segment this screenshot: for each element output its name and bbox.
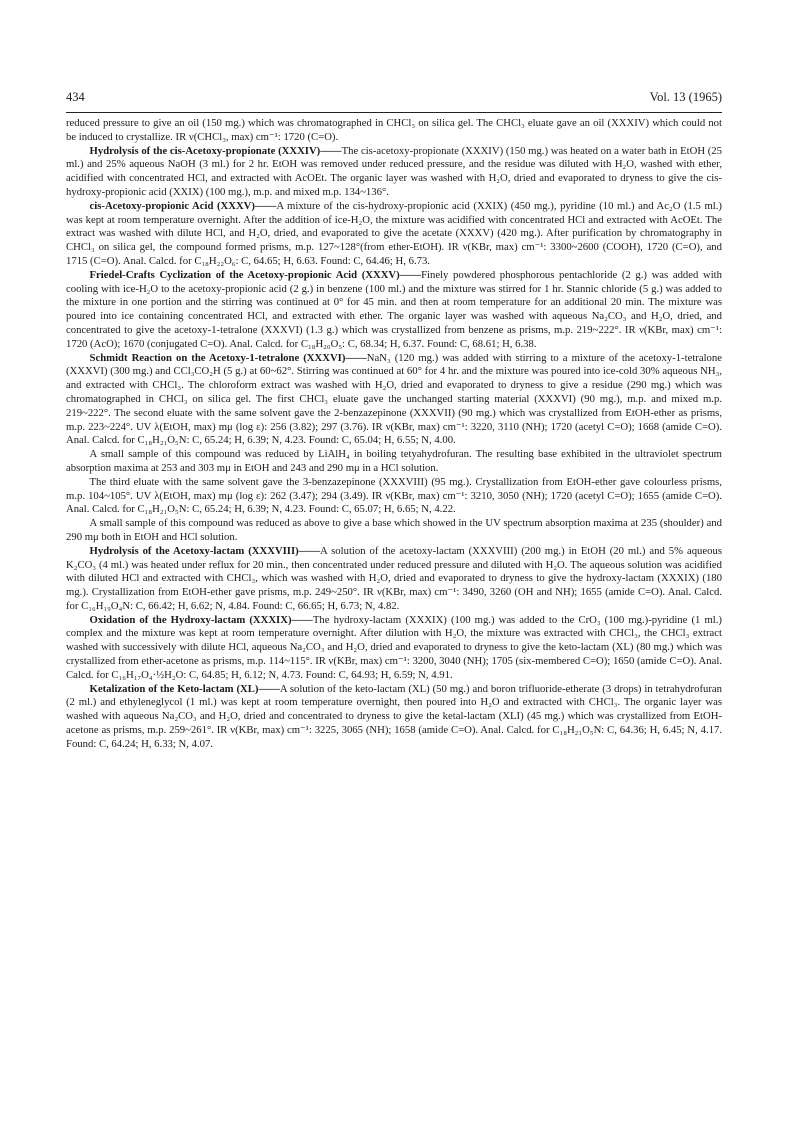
paragraph-text: NaN₃ (120 mg.) was added with stirring to a mixture of the acetoxy-1-tetralone (XXXVI) (300 mg.) and CCl₃CO₂H (5 g.) at 60~62°. Stirring was continued at 60° for 4 hr. and the mixture was poured into ice-cold 30% aqueous NH₃, and extracted with CHCl₃. The chloroform extract was washed with H₂O, dried and evaporated to dryness to give a residue (290 mg.) which was chromatographed in CHCl₃ on silica gel. The first CHCl₃ eluate gave the unchanged starting material (XXXVI) (90 mg.), m.p. and mixed m.p. 219~222°. The second eluate with the same solvent gave the 2-benzazepinone (XXXVII) (90 mg.) which was crystallized from EtOH-ether as prisms, m.p. 223~224°. UV λ(EtOH, max) mμ (log ε): 256 (3.82); 297 (3.76). IR ν(KBr, max) cm⁻¹: 3220, 3110 (NH); 1720 (acetyl C=O); 1668 (amide C=O). Anal. Calcd. for C₁₈H₂₁O₅N: C, 65.24; H, 6.39; N, 4.23. Found: C, 65.04; H, 6.55; N, 4.00. — [66, 351, 722, 447]
paragraph — [66, 117, 722, 145]
paragraph-text: The cis-acetoxy-propionate (XXXIV) (150 mg.) was heated on a water bath in EtOH (25 ml.) and 25% aqueous NaOH (3 ml.) for 2 hr. EtOH was removed under reduced pressure, and the residue was diluted with H₂O, washed with ether, acidified with concentrated HCl, and extracted with AcOEt. The organic layer was washed with H₂O, dried and evaporated to dryness to give the cis-hydroxy-propionic acid (XXIX) (100 mg.), m.p. and mixed m.p. 134~136°. — [66, 144, 722, 198]
paragraph-heading: Ketalization of the Keto-lactam (XL)—— — [89, 682, 280, 695]
paragraph-text: A mixture of the cis-hydroxy-propionic acid (XXIX) (450 mg.), pyridine (10 ml.) and Ac₂O (1.5 ml.) was kept at room temperature overnight. After the addition of ice-H₂O, the mixture was acidified with concentrated HCl and extracted with AcOEt. The extract was washed with dilute HCl, and H₂O, dried, and evaporated to give the acetate (XXXV) (420 mg.). After purification by chromatography in CHCl₃ on silica gel, the compound formed prisms, m.p. 127~128°(from ether-EtOH). IR ν(KBr, max) cm⁻¹: 3300~2600 (COOH), 1720 (C=O), and 1715 (C=O). Anal. Calcd. for C₁₈H₂₂O₆: C, 64.65; H, 6.63. Found: C, 64.46; H, 6.73. — [66, 199, 722, 267]
paragraph-heading: Schmidt Reaction on the Acetoxy-1-tetralone (XXXVI)—— — [89, 351, 367, 364]
paragraph — [66, 269, 722, 352]
page-number: 434 — [66, 90, 85, 104]
header-rule — [66, 112, 722, 113]
paragraph — [66, 683, 722, 752]
article-body — [66, 117, 722, 752]
paragraph-text: Finely powdered phosphorous pentachloride (2 g.) was added with cooling with ice-H₂O to the acetoxy-propionic acid (2 g.) in benzene (100 ml.) and the mixture was stirred for 1 hr. Stannic chloride (5 g.) was added to the mixture in one portion and the stirring was continued at 0° for 45 min. and then at room temperature for an additional 20 min. The mixture was poured into ice containing concentrated HCl, and extracted with ether. The organic layer was washed with aqueous Na₂CO₃ and H₂O, dried, and concentrated to give the acetoxy-1-tetralone (XXXVI) (1.3 g.) which was crystallized from benzene as prisms, m.p. 219~222°. IR ν(KBr, max) cm⁻¹: 1720 (AcO); 1670 (conjugated C=O). Anal. Calcd. for C₁₈H₂₀O₅: C, 68.34; H, 6.37. Found: C, 68.61; H, 6.38. — [66, 268, 722, 350]
paragraph-text: The hydroxy-lactam (XXXIX) (100 mg.) was added to the CrO₃ (100 mg.)-pyridine (1 ml.) complex and the mixture was kept at room temperature overnight. After dilution with H₂O, the mixture was extracted with CHCl₃, the CHCl₃ extract washed with successively with dilute HCl, aqueous Na₂CO₃ and H₂O, dried and evaporated to dryness to give the keto-lactam (XL) (80 mg.) which was crystallized from ether-acetone as prisms, m.p. 114~115°. IR ν(KBr, max) cm⁻¹: 3200, 3040 (NH); 1705 (six-membered C=O); 1650 (amide C=O). Anal. Calcd. for C₁₆H₁₇O₄·½H₂O: C, 64.85; H, 6.12; N, 4.73. Found: C, 64.93; H, 6.59; N, 4.91. — [66, 613, 722, 681]
paragraph — [66, 448, 722, 476]
paragraph — [66, 614, 722, 683]
paragraph — [66, 200, 722, 269]
paragraph-text: The third eluate with the same solvent gave the 3-benzazepinone (XXXVIII) (95 mg.). Crystallization from EtOH-ether gave colourless prisms, m.p. 104~105°. UV λ(EtOH, max) mμ (log ε): 262 (3.47); 294 (3.49). IR ν(KBr, max) cm⁻¹: 3210, 3050 (NH); 1720 (acetyl C=O); 1655 (amide C=O). Anal. Calcd. for C₁₈H₂₁O₅N: C, 65.24; H, 6.39; N, 4.23. Found: C, 65.07; H, 6.65; N, 4.22. — [66, 475, 722, 516]
paragraph — [66, 545, 722, 614]
running-header — [66, 90, 722, 106]
paragraph-heading: Hydrolysis of the Acetoxy-lactam (XXXVIII)—— — [89, 544, 321, 557]
paragraph — [66, 517, 722, 545]
paragraph-text: A small sample of this compound was reduced as above to give a base which showed in the UV spectrum absorption maxima at 235 (shoulder) and 290 mμ both in EtOH and HCl solution. — [66, 517, 722, 543]
paragraph-heading: Hydrolysis of the cis-Acetoxy-propionate (XXXIV)—— — [89, 144, 342, 157]
paragraph — [66, 476, 722, 517]
paragraph-text: A solution of the acetoxy-lactam (XXXVIII) (200 mg.) in EtOH (20 ml.) and 5% aqueous K₂CO₃ (4 ml.) was heated under reflux for 20 min., then concentrated under reduced pressure and diluted with H₂O. The aqueous solution was acidified with diluted HCl and extracted with CHCl₃, which was washed with H₂O, dried and evaporated to dryness to give the hydroxy-lactam (XXXIX) (180 mg.). Crystallization from EtOH-ether gave prisms, m.p. 249~250°. IR ν(KBr, max) cm⁻¹: 3490, 3260 (OH and NH); 1655 (amide C=O). Anal. Calcd. for C₁₆H₁₉O₄N: C, 66.42; H, 6.62; N, 4.84. Found: C, 66.65; H, 6.73; N, 4.82. — [66, 544, 722, 612]
paragraph-heading: Friedel-Crafts Cyclization of the Acetoxy-propionic Acid (XXXV)—— — [89, 268, 422, 281]
paragraph-text: A solution of the keto-lactam (XL) (50 mg.) and boron trifluoride-etherate (3 drops) in tetrahydrofuran (2 ml.) and ethyleneglycol (1 ml.) was kept at room temperature overnight, then poured into H₂O and extracted with CHCl₃. The organic layer was washed with aqueous Na₂CO₃ and H₂O, dried and concentrated to dryness to give the ketal-lactam (XLI) (45 mg.) which was crystallized from EtOH-acetone as prisms, m.p. 259~261°. IR ν(KBr, max) cm⁻¹: 3225, 3065 (NH); 1658 (amide C=O). Anal. Calcd. for C₁₈H₂₁O₅N: C, 64.36; H, 6.45; N, 4.17. Found: C, 64.24; H, 6.33; N, 4.07. — [66, 682, 722, 750]
paragraph-heading: cis-Acetoxy-propionic Acid (XXXV)—— — [89, 199, 277, 212]
paragraph — [66, 145, 722, 200]
paragraph-heading: Oxidation of the Hydroxy-lactam (XXXIX)—— — [89, 613, 313, 626]
paragraph — [66, 352, 722, 449]
paragraph-text: reduced pressure to give an oil (150 mg.) which was chromatographed in CHCl₃ on silica gel. The CHCl₃ eluate gave an oil (XXXIV) which could not be induced to crystallize. IR ν(CHCl₃, max) cm⁻¹: 1720 (C=O). — [66, 117, 722, 143]
paragraph-text: A small sample of this compound was reduced by LiAlH₄ in boiling tetyahydrofuran. The resulting base exhibited in the ultraviolet spectrum absorption maxima at 253 and 303 mμ in EtOH and 243 and 290 mμ in a HCl solution. — [66, 448, 722, 474]
volume-label: Vol. 13 (1965) — [649, 90, 722, 104]
